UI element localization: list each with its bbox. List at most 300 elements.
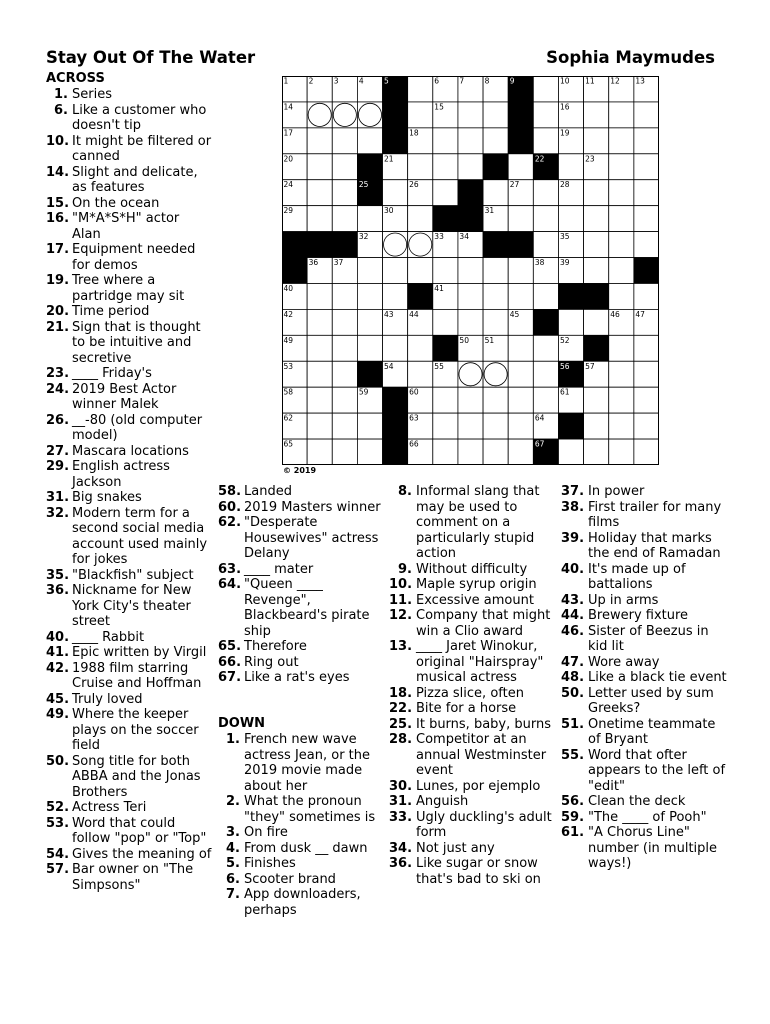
clue-text: Scooter brand (244, 871, 336, 887)
grid-cell[interactable] (609, 258, 634, 284)
grid-cell[interactable] (357, 335, 382, 361)
grid-cell[interactable] (533, 76, 558, 102)
clue-text: Brewery fixture (588, 608, 689, 623)
grid-cell[interactable] (307, 335, 332, 361)
grid-number: 21 (384, 154, 394, 164)
grid-cell[interactable] (357, 128, 382, 154)
clue-item (561, 484, 727, 500)
clue-number: 34. (389, 840, 413, 856)
grid-cell[interactable] (433, 258, 458, 284)
grid-block (383, 128, 408, 154)
grid-cell[interactable] (508, 387, 533, 413)
across-clues-column-2 (218, 484, 384, 686)
grid-cell[interactable] (357, 413, 382, 439)
grid-cell[interactable] (584, 439, 609, 465)
grid-cell[interactable] (307, 283, 332, 309)
grid-block (483, 232, 508, 258)
clue-text: Epic written by Virgil (72, 645, 207, 660)
clue-item (561, 531, 727, 562)
clue-item (389, 856, 555, 887)
grid-number: 58 (283, 387, 294, 397)
grid-cell[interactable] (483, 413, 508, 439)
grid-number: 19 (559, 128, 570, 138)
clue-text: Like a customer who doesn't tip (72, 102, 207, 133)
grid-cell[interactable] (634, 154, 659, 180)
grid-cell[interactable] (357, 309, 382, 335)
grid-number: 15 (434, 102, 444, 112)
clue-text: Word that ofter appears to the left of "edit" (588, 747, 726, 794)
grid-number: 12 (610, 76, 620, 86)
grid-cell[interactable] (634, 439, 659, 465)
clue-number: 48. (561, 670, 585, 685)
grid-cell[interactable] (332, 283, 357, 309)
clue-item (561, 794, 727, 810)
down-clues-column-1 (218, 732, 384, 918)
clue-number: 54. (46, 846, 70, 862)
grid-cell[interactable] (433, 154, 458, 180)
grid-number: 20 (283, 154, 294, 164)
grid-cell[interactable] (383, 283, 408, 309)
grid-cell[interactable] (383, 180, 408, 206)
clue-number: 59. (561, 809, 585, 825)
clue-item (46, 459, 212, 490)
grid-cell[interactable] (483, 387, 508, 413)
clue-item (46, 242, 212, 273)
clue-number: 31. (389, 794, 413, 809)
clue-text: Therefore (244, 639, 307, 654)
grid-number: 62 (283, 413, 294, 423)
grid-number: 59 (358, 387, 369, 397)
clue-item (46, 211, 212, 242)
clue-number: 40. (46, 629, 70, 645)
clue-item (389, 779, 555, 795)
grid-block (357, 361, 382, 387)
grid-cell[interactable] (508, 439, 533, 465)
clue-text: ____ Rabbit (72, 629, 145, 645)
grid-number: 24 (283, 180, 294, 190)
grid-number: 36 (308, 258, 319, 268)
grid-cell[interactable] (609, 361, 634, 387)
clue-text: Slight and delicate, as features (72, 164, 198, 195)
grid-cell[interactable] (508, 283, 533, 309)
grid-number: 9 (509, 76, 515, 86)
grid-block (533, 309, 558, 335)
clue-number: 43. (561, 592, 585, 608)
clue-number: 27. (46, 443, 70, 459)
grid-cell[interactable] (357, 439, 382, 465)
grid-cell[interactable] (408, 154, 433, 180)
grid-number: 45 (509, 309, 520, 319)
grid-number: 61 (559, 387, 570, 397)
clue-text: "Desperate Housewives" actress Delany (244, 515, 379, 561)
clue-text: Landed (244, 484, 292, 499)
grid-cell[interactable] (458, 387, 483, 413)
grid-number: 17 (283, 128, 294, 138)
grid-cell[interactable] (508, 413, 533, 439)
grid-cell[interactable] (357, 102, 382, 128)
grid-cell[interactable] (609, 439, 634, 465)
clue-number: 17. (46, 242, 70, 257)
grid-cell[interactable] (609, 206, 634, 232)
grid-cell[interactable] (533, 361, 558, 387)
clue-item (46, 196, 212, 212)
grid-cell[interactable] (508, 361, 533, 387)
clue-number: 63. (218, 561, 242, 577)
grid-cell[interactable] (332, 361, 357, 387)
grid-block (408, 283, 433, 309)
grid-block (282, 232, 307, 258)
grid-cell[interactable] (634, 128, 659, 154)
grid-cell[interactable] (609, 154, 634, 180)
grid-cell[interactable] (433, 387, 458, 413)
grid-cell[interactable] (307, 387, 332, 413)
grid-block (383, 439, 408, 465)
grid-cell[interactable] (332, 335, 357, 361)
clue-item (561, 655, 727, 671)
grid-cell[interactable] (584, 206, 609, 232)
grid-number: 35 (559, 232, 570, 242)
clue-item (46, 816, 212, 847)
clue-item (561, 686, 727, 717)
clue-text: "Blackfish" subject (72, 567, 194, 583)
clue-item (561, 624, 727, 655)
grid-cell[interactable] (332, 180, 357, 206)
across-clues-column-1 (46, 87, 212, 893)
clue-text: Like a rat's eyes (244, 670, 350, 685)
grid-cell[interactable] (533, 102, 558, 128)
grid-cell[interactable] (584, 413, 609, 439)
clue-text: Word that could follow "pop" or "Top" (72, 815, 207, 846)
grid-cell[interactable] (408, 361, 433, 387)
grid-number: 64 (534, 413, 545, 423)
clue-item (46, 103, 212, 134)
grid-cell[interactable] (609, 335, 634, 361)
grid-cell[interactable] (533, 206, 558, 232)
clue-text: Letter used by sum Greeks? (588, 685, 714, 716)
grid-cell[interactable] (307, 361, 332, 387)
clue-item (561, 717, 727, 748)
clue-number: 52. (46, 800, 70, 815)
clue-number: 9. (398, 561, 412, 577)
grid-number: 6 (434, 76, 440, 86)
grid-cell[interactable] (483, 128, 508, 154)
grid-cell[interactable] (634, 335, 659, 361)
grid-cell[interactable] (609, 283, 634, 309)
grid-block (383, 413, 408, 439)
grid-cell[interactable] (383, 335, 408, 361)
clue-text: Ugly duckling's adult form (416, 809, 552, 840)
grid-number: 30 (384, 206, 394, 216)
clue-number: 49. (46, 707, 70, 722)
grid-cell[interactable] (433, 128, 458, 154)
clue-number: 58. (218, 484, 242, 499)
grid-cell[interactable] (508, 335, 533, 361)
grid-cell[interactable] (307, 128, 332, 154)
grid-cell[interactable] (584, 102, 609, 128)
clue-text: Where the keeper plays on the soccer field (72, 707, 199, 753)
clue-item (46, 707, 212, 754)
grid-cell[interactable] (357, 258, 382, 284)
clue-number: 56. (561, 794, 585, 809)
clue-number: 51. (561, 716, 585, 732)
grid-number: 54 (384, 361, 394, 371)
grid-cell[interactable] (458, 361, 483, 387)
grid-cell[interactable] (458, 128, 483, 154)
grid-cell[interactable] (307, 309, 332, 335)
clue-text: 1988 film starring Cruise and Hoffman (72, 660, 202, 691)
grid-cell[interactable] (609, 128, 634, 154)
clue-text: It's made up of battalions (588, 561, 686, 592)
clue-number: 55. (561, 747, 585, 763)
grid-cell[interactable] (609, 413, 634, 439)
grid-cell[interactable] (634, 413, 659, 439)
clue-text: Holiday that marks the end of Ramadan (588, 530, 721, 561)
clue-number: 29. (46, 459, 70, 474)
grid-cell[interactable] (383, 258, 408, 284)
clue-number: 41. (46, 645, 70, 660)
clue-number: 36. (389, 856, 413, 871)
grid-cell[interactable] (533, 387, 558, 413)
grid-cell[interactable] (332, 128, 357, 154)
grid-cell[interactable] (307, 413, 332, 439)
grid-number: 34 (459, 232, 469, 242)
grid-cell[interactable] (332, 102, 357, 128)
grid-cell[interactable] (408, 76, 433, 102)
grid-cell[interactable] (307, 206, 332, 232)
grid-number: 14 (283, 102, 294, 112)
grid-cell[interactable] (558, 154, 583, 180)
grid-cell[interactable] (433, 439, 458, 465)
grid-cell[interactable] (458, 439, 483, 465)
grid-number: 16 (559, 102, 570, 112)
grid-cell[interactable] (609, 387, 634, 413)
grid-cell[interactable] (307, 439, 332, 465)
grid-block (307, 232, 332, 258)
grid-cell[interactable] (558, 309, 583, 335)
clue-text: It might be filtered or canned (72, 133, 212, 164)
grid-cell[interactable] (332, 154, 357, 180)
grid-cell[interactable] (483, 283, 508, 309)
grid-cell[interactable] (483, 309, 508, 335)
grid-number: 5 (384, 76, 389, 86)
grid-cell[interactable] (609, 102, 634, 128)
grid-cell[interactable] (458, 413, 483, 439)
clue-text: Wore away (588, 654, 660, 670)
clue-text: First trailer for many films (588, 499, 722, 530)
grid-cell[interactable] (584, 232, 609, 258)
clue-item (389, 841, 555, 857)
clue-item (218, 856, 384, 872)
grid-cell[interactable] (634, 232, 659, 258)
grid-cell[interactable] (508, 154, 533, 180)
clue-number: 60. (218, 499, 242, 515)
clue-item (46, 754, 212, 801)
clue-item (218, 577, 384, 639)
clue-item (46, 862, 212, 893)
clue-item (46, 800, 212, 816)
clue-number: 16. (46, 211, 70, 226)
clue-text: Maple syrup origin (416, 577, 537, 592)
clue-text: Like a black tie event (588, 670, 727, 685)
clue-text: "The ____ of Pooh" (588, 809, 707, 825)
grid-cell[interactable] (433, 413, 458, 439)
grid-number: 41 (434, 283, 444, 293)
clue-item (218, 794, 384, 825)
grid-cell[interactable] (483, 102, 508, 128)
clue-item (46, 506, 212, 568)
grid-cell[interactable] (533, 335, 558, 361)
clue-text: ____ Jaret Winokur, original "Hairspray" musical actress (416, 639, 544, 685)
clue-number: 5. (226, 856, 240, 871)
clue-number: 14. (46, 164, 70, 180)
clue-number: 38. (561, 499, 585, 515)
grid-cell[interactable] (307, 102, 332, 128)
clue-item (46, 413, 212, 444)
clue-text: Bar owner on "The Simpsons" (72, 862, 194, 893)
grid-cell[interactable] (458, 283, 483, 309)
grid-cell[interactable] (508, 206, 533, 232)
down-clues-column-3 (561, 484, 727, 872)
clue-item (561, 608, 727, 624)
grid-cell[interactable] (357, 206, 382, 232)
grid-number: 38 (534, 258, 545, 268)
clue-text: Gives the meaning of (72, 846, 212, 862)
grid-number: 37 (333, 258, 344, 268)
grid-cell[interactable] (634, 206, 659, 232)
grid-number: 2 (308, 76, 314, 86)
clue-number: 44. (561, 608, 585, 623)
grid-cell[interactable] (408, 258, 433, 284)
grid-cell[interactable] (584, 309, 609, 335)
grid-cell[interactable] (408, 335, 433, 361)
clue-text: Onetime teammate of Bryant (588, 716, 716, 747)
clue-item (46, 273, 212, 304)
clue-number: 57. (46, 862, 70, 877)
clue-number: 50. (561, 685, 585, 701)
clue-item (46, 165, 212, 196)
grid-cell[interactable] (357, 283, 382, 309)
clue-text: "M*A*S*H" actor Alan (72, 211, 180, 242)
clue-text: Actress Teri (72, 800, 147, 815)
author-name: Sophia Maymudes (546, 48, 715, 67)
clue-text: Mascara locations (72, 443, 189, 459)
grid-cell[interactable] (408, 232, 433, 258)
grid-cell[interactable] (634, 180, 659, 206)
clue-item (218, 887, 384, 918)
clue-text: 2019 Masters winner (244, 499, 381, 515)
grid-cell[interactable] (458, 102, 483, 128)
grid-cell[interactable] (458, 309, 483, 335)
grid-cell[interactable] (332, 413, 357, 439)
clue-text: Tree where a partridge may sit (72, 273, 185, 304)
grid-cell[interactable] (558, 206, 583, 232)
clue-item (389, 639, 555, 686)
grid-cell[interactable] (508, 258, 533, 284)
grid-cell[interactable] (533, 283, 558, 309)
grid-cell[interactable] (533, 232, 558, 258)
clue-text: Excessive amount (416, 592, 534, 608)
clue-number: 10. (46, 133, 70, 149)
grid-cell[interactable] (584, 128, 609, 154)
grid-cell[interactable] (483, 258, 508, 284)
grid-cell[interactable] (408, 102, 433, 128)
clue-number: 61. (561, 825, 585, 840)
clue-text: Bite for a horse (416, 701, 517, 716)
clue-number: 40. (561, 561, 585, 577)
grid-cell[interactable] (458, 258, 483, 284)
clue-item (46, 847, 212, 863)
clue-number: 21. (46, 319, 70, 335)
grid-number: 66 (409, 439, 419, 449)
grid-cell[interactable] (458, 154, 483, 180)
grid-cell[interactable] (584, 387, 609, 413)
grid-cell[interactable] (332, 206, 357, 232)
grid-cell[interactable] (483, 361, 508, 387)
grid-cell[interactable] (483, 439, 508, 465)
grid-cell[interactable] (584, 258, 609, 284)
clue-item (46, 320, 212, 367)
clue-number: 50. (46, 753, 70, 769)
grid-cell[interactable] (634, 361, 659, 387)
clue-text: Lunes, por ejemplo (416, 778, 541, 794)
grid-cell[interactable] (634, 387, 659, 413)
grid-cell[interactable] (307, 154, 332, 180)
grid-cell[interactable] (483, 180, 508, 206)
grid-cell[interactable] (609, 180, 634, 206)
clue-item (561, 670, 727, 686)
clue-text: Time period (72, 304, 150, 319)
grid-cell[interactable] (533, 128, 558, 154)
grid-block (584, 283, 609, 309)
clue-number: 2. (226, 794, 240, 809)
grid-number: 28 (559, 180, 570, 190)
clue-text: 2019 Best Actor winner Malek (72, 381, 177, 412)
grid-number: 47 (635, 309, 645, 319)
clue-number: 66. (218, 654, 242, 670)
grid-cell[interactable] (307, 180, 332, 206)
grid-number: 50 (459, 335, 469, 345)
grid-cell[interactable] (433, 309, 458, 335)
grid-cell[interactable] (584, 180, 609, 206)
grid-number: 65 (283, 439, 294, 449)
grid-cell[interactable] (332, 387, 357, 413)
clue-number: 19. (46, 273, 70, 288)
clue-item (389, 732, 555, 779)
grid-cell[interactable] (634, 283, 659, 309)
grid-cell[interactable] (408, 206, 433, 232)
clue-text: ____ mater (244, 561, 314, 577)
clue-item (561, 500, 727, 531)
clue-number: 36. (46, 583, 70, 598)
clue-number: 37. (561, 484, 585, 499)
grid-block (383, 387, 408, 413)
grid-block (357, 154, 382, 180)
clue-text: Like sugar or snow that's bad to ski on (416, 856, 541, 887)
clue-item (46, 382, 212, 413)
grid-cell[interactable] (609, 232, 634, 258)
grid-block (282, 258, 307, 284)
grid-cell[interactable] (332, 309, 357, 335)
grid-cell[interactable] (558, 439, 583, 465)
grid-cell[interactable] (533, 180, 558, 206)
grid-cell[interactable] (383, 232, 408, 258)
grid-cell[interactable] (634, 102, 659, 128)
grid-cell[interactable] (332, 439, 357, 465)
grid-cell[interactable] (433, 180, 458, 206)
grid-number: 33 (434, 232, 444, 242)
clue-number: 64. (218, 577, 242, 592)
clue-number: 13. (389, 639, 413, 654)
